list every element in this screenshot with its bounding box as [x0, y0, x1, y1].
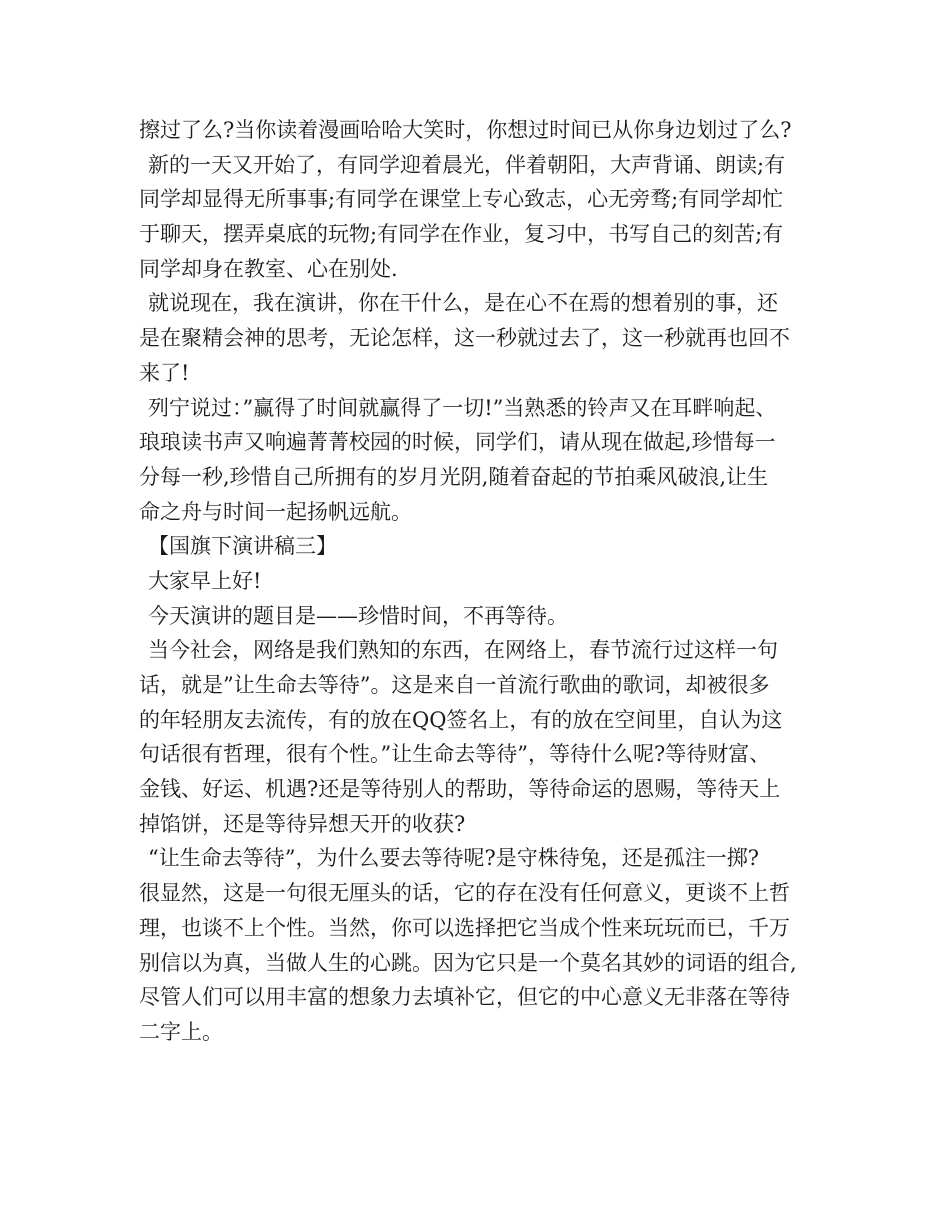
- text-line: 于聊天，摆弄桌底的玩物;有同学在作业，复习中，书写自己的刻苦;有: [139, 222, 784, 247]
- text-line: 擦过了么?当你读着漫画哈哈大笑时，你想过时间已从你身边划过了么?: [139, 118, 792, 142]
- text-line: 别信以为真，当做人生的心跳。因为它只是一个莫名其妙的词语的组合,: [139, 950, 797, 975]
- text-line: 命之舟与时间一起扬帆远航。: [139, 499, 412, 524]
- text-line: 很显然，这是一句很无厘头的话，它的存在没有任何意义，更谈不上哲: [139, 881, 790, 906]
- text-line: “让生命去等待”，为什么要去等待呢?是守株待兔，还是孤注一掷?: [148, 846, 759, 871]
- text-line: 列宁说过：”赢得了时间就赢得了一切!”当熟悉的铃声又在耳畔响起、: [148, 395, 777, 420]
- text-line: 二字上。: [139, 1019, 223, 1044]
- speech-title-line: 今天演讲的题目是——珍惜时间，不再等待。: [148, 603, 568, 628]
- greeting-line: 大家早上好!: [148, 568, 262, 593]
- text-line: 琅琅读书声又响遍菁菁校园的时候，同学们，请从现在做起,珍惜每一: [139, 430, 776, 455]
- text-line: 同学却身在教室、心在别处.: [139, 256, 398, 281]
- text-line: 话，就是”让生命去等待”。这是来自一首流行歌曲的歌词，却被很多: [139, 673, 770, 697]
- text-line: 掉馅饼，还是等待异想天开的收获?: [139, 811, 466, 836]
- text-line: 句话很有哲理，很有个性。”让生命去等待”，等待什么呢?等待财富、: [139, 742, 771, 767]
- text-line: 尽管人们可以用丰富的想象力去填补它，但它的中心意义无非落在等待: [139, 985, 790, 1010]
- text-line: 新的一天又开始了，有同学迎着晨光，伴着朝阳，大声背诵、朗读;有: [148, 152, 786, 177]
- text-line: 当今社会，网络是我们熟知的东西，在网络上，春节流行过这样一句: [148, 638, 778, 663]
- text-line: 来了!: [139, 360, 190, 385]
- text-line: 的年轻朋友去流传，有的放在QQ签名上，有的放在空间里，自认为这: [139, 707, 783, 732]
- section-heading: 【国旗下演讲稿三】: [148, 534, 337, 559]
- text-line: 理，也谈不上个性。当然，你可以选择把它当成个性来玩玩而已，千万: [139, 915, 790, 940]
- text-line: 是在聚精会神的思考，无论怎样，这一秒就过去了，这一秒就再也回不: [139, 326, 790, 351]
- text-line: 同学却显得无所事事;有同学在课堂上专心致志，心无旁骛;有同学却忙: [139, 187, 784, 212]
- document-body: [139, 113, 819, 1050]
- text-line: 分每一秒,珍惜自己所拥有的岁月光阴,随着奋起的节拍乘风破浪,让生: [139, 464, 769, 489]
- text-line: 金钱、好运、机遇?还是等待别人的帮助，等待命运的恩赐，等待天上: [139, 777, 781, 802]
- text-line: 就说现在，我在演讲，你在干什么，是在心不在焉的想着别的事，还: [148, 291, 778, 316]
